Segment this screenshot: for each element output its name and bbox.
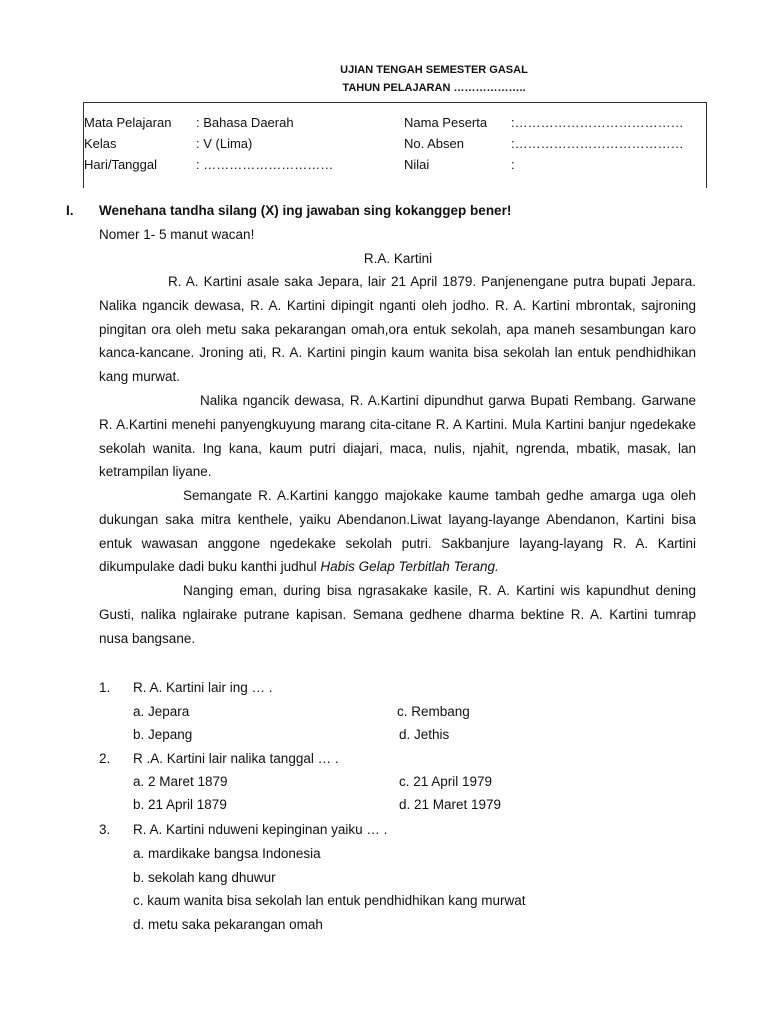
question-3-number: 3.	[99, 822, 111, 837]
reading-title: R.A. Kartini	[363, 251, 433, 266]
question-2-option-c[interactable]: c. 21 April 1979	[399, 774, 493, 789]
question-1-number: 1.	[99, 680, 111, 695]
score-label: Nilai	[404, 157, 430, 172]
section-instruction: Wenehana tandha silang (X) ing jawaban sing kokanggep bener!	[99, 203, 512, 218]
question-3-option-b[interactable]: b. sekolah kang dhuwur	[133, 870, 276, 885]
reading-paragraph-2: Nalika ngancik dewasa, R. A.Kartini dipundhut garwa Bupati Rembang. Garwane R. A.Kartini menehi panyengkuyung marang cita-citane R. A Kartini. Mula Kartini banjur ngedekake sekolah wanita. Ing kana, kaum putri diajari, maca, nulis, njahit, ngrenda, mbatik, masak, lan ketrampilan liyane.	[99, 393, 696, 480]
participant-name-field: :…………………………………	[511, 115, 684, 130]
question-3-option-a[interactable]: a. mardikake bangsa Indonesia	[133, 846, 321, 861]
score-field: :	[511, 157, 515, 172]
section-subtitle: Nomer 1- 5 manut wacan!	[99, 227, 255, 242]
subject-value: : Bahasa Daerah	[196, 115, 294, 130]
reading-paragraph-3-text: Semangate R. A.Kartini kanggo majokake kaume tambah gedhe amarga uga oleh dukungan saka mitra kenthele, yaiku Abendanon.Liwat layang-layange Abendanon, Kartini bisa entuk wawasan anggone ngedekake sekolah putri. Sakbanjure layang-layang R. A. Kartini dikumpulake dadi buku kanthi judhul	[99, 488, 696, 575]
reading-paragraph-1: R. A. Kartini asale saka Jepara, lair 21 April 1879. Panjenengane putra bupati Jepara. Nalika ngancik dewasa, R. A. Kartini dipingit nganti oleh jodho. R. A. Kartini mbrontak, sajroning pingitan ora oleh metu saka pekarangan omah,ora entuk sekolah, apa maneh sesambungan karo kanca-kancane. Jroning ati, R. A. Kartini pingin kaum wanita bisa sekolah lan entuk pendhidhikan kang murwat.	[99, 274, 696, 385]
question-1-option-a[interactable]: a. Jepara	[133, 704, 190, 719]
date-label: Hari/Tanggal	[84, 157, 157, 172]
academic-year: TAHUN PELAJARAN ………………..	[342, 82, 526, 94]
reading-paragraph-3	[99, 484, 696, 579]
question-1-option-c[interactable]: c. Rembang	[397, 704, 470, 719]
question-2-option-d[interactable]: d. 21 Maret 1979	[399, 797, 502, 812]
date-value: : …………………………	[196, 157, 334, 172]
class-value: : V (Lima)	[196, 136, 253, 151]
section-number: I.	[66, 203, 74, 218]
question-2-number: 2.	[99, 751, 111, 766]
question-1-option-b[interactable]: b. Jepang	[133, 727, 193, 742]
question-2-option-b[interactable]: b. 21 April 1879	[133, 797, 227, 812]
participant-name-label: Nama Peserta	[404, 115, 488, 130]
question-3-text: R. A. Kartini nduweni kepinginan yaiku … .	[133, 822, 388, 837]
question-1-text: R. A. Kartini lair ing … .	[133, 680, 273, 695]
question-3-option-d[interactable]: d. metu saka pekarangan omah	[133, 917, 323, 932]
book-title: Habis Gelap Terbitlah Terang.	[320, 559, 499, 575]
question-1-option-d[interactable]: d. Jethis	[399, 727, 450, 742]
question-2-option-a[interactable]: a. 2 Maret 1879	[133, 774, 228, 789]
absence-number-field: :…………………………………	[511, 136, 684, 151]
question-3-option-c[interactable]: c. kaum wanita bisa sekolah lan entuk pendhidhikan kang murwat	[133, 893, 526, 908]
question-2-text: R .A. Kartini lair nalika tanggal … .	[133, 751, 339, 766]
class-label: Kelas	[84, 136, 117, 151]
absence-number-label: No. Absen	[404, 136, 464, 151]
reading-paragraph-4: Nanging eman, during bisa ngrasakake kasile, R. A. Kartini wis kapundhut dening Gusti, nalika nglairake putrane kapisan. Semana gedhene dharma bektine R. A. Kartini tumrap nusa bangsane.	[99, 583, 696, 646]
subject-label: Mata Pelajaran	[84, 115, 172, 130]
exam-title: UJIAN TENGAH SEMESTER GASAL	[340, 64, 528, 76]
